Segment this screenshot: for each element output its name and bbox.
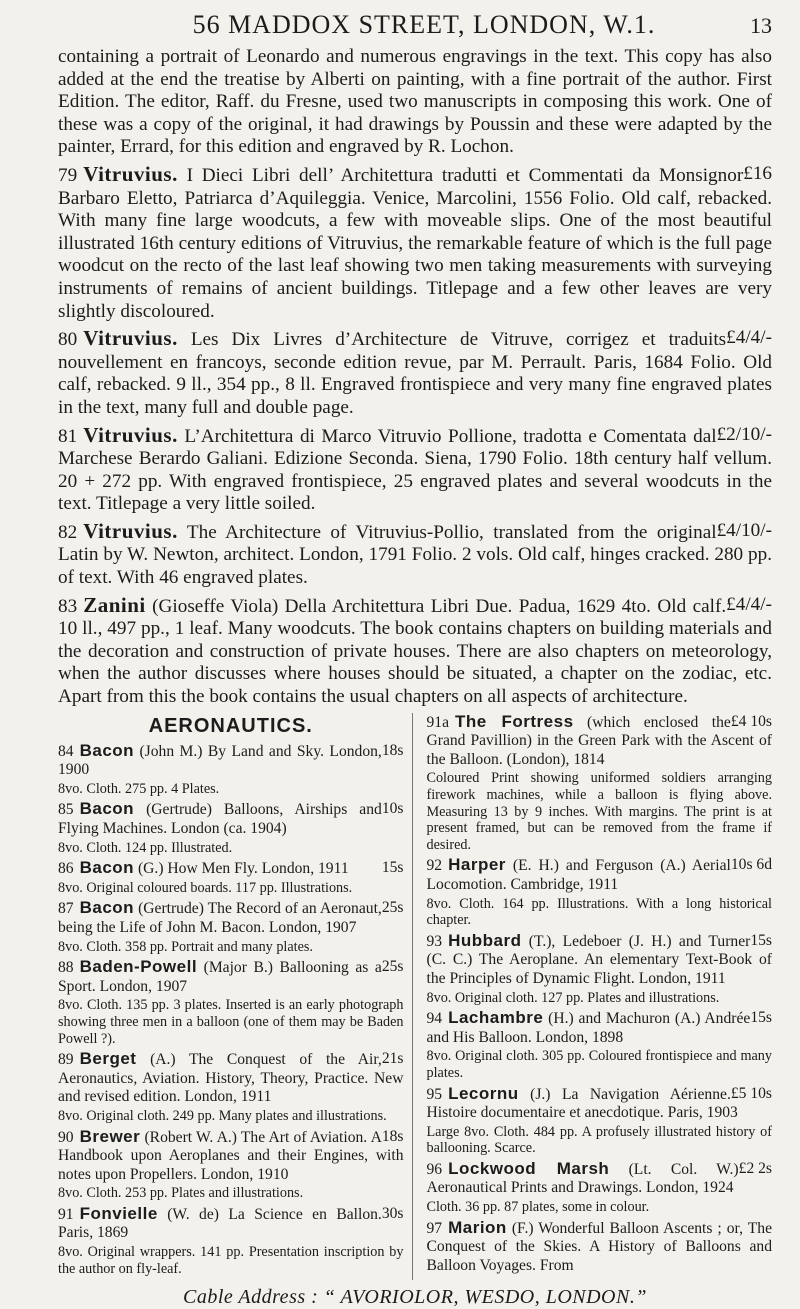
entry-description: 8vo. Original cloth. 249 pp. Many plates and illustrations.: [58, 1107, 387, 1124]
catalogue-entry: [427, 1219, 773, 1276]
entry-number: 81: [58, 425, 78, 447]
entry-author: Vitruvius.: [83, 422, 178, 447]
entry-author: Vitruvius.: [83, 518, 178, 543]
entry-text: (H.) and Machuron (A.) Andrée and His Balloon. London, 1898: [426, 1010, 751, 1046]
entry-author: Baden-Powell: [79, 957, 198, 977]
entry-number: 96: [426, 1160, 443, 1178]
entry-price: £4/4/-: [726, 327, 772, 349]
entry-author: Harper: [448, 855, 506, 875]
catalogue-entry: [58, 958, 404, 1047]
entry-author: Bacon: [79, 799, 135, 819]
entry-description: 8vo. Original cloth. 127 pp. Plates and illustrations.: [426, 989, 720, 1006]
entry-text: (W. de) La Science en Ballon. Paris, 1869: [58, 1205, 382, 1242]
entry-description: 8vo. Cloth. 275 pp. 4 Plates.: [58, 780, 220, 797]
entry-description: Cloth. 36 pp. 87 plates, some in colour.: [426, 1199, 650, 1216]
entry-text: I Dieci Libri dell’ Architettura tradutti et Commentati da Monsignor Barbaro Eletto, Patriarca d’Aquileggia. Venice, Marcolini, 1556 Folio. Old calf, rebacked. With many fine large woodcuts, a few with moveable slips. One of the most beautiful illustrated 16th century editions of Vitruvius, the remarkable feature of which is the full page woodcut on the recto of the last leaf showing two men taking measurements with surveying instruments of remains of ancient buildings. Titlepage and a few other leaves are very slightly discoloured.: [58, 164, 772, 322]
entry-description: 8vo. Original cloth. 305 pp. Coloured frontispiece and many plates.: [426, 1048, 772, 1081]
catalogue-entry: [58, 520, 772, 590]
entry-price: 10s: [381, 800, 404, 818]
catalogue-entry: [58, 1128, 404, 1202]
entry-price: 30s: [381, 1204, 404, 1222]
catalogue-entry: [427, 713, 773, 854]
entry-price: 15s: [750, 931, 772, 949]
entry-number: 89: [58, 1051, 74, 1069]
catalogue-entry: [427, 1160, 773, 1216]
entry-number: 80: [58, 329, 78, 351]
entry-author: Bacon: [79, 858, 135, 878]
catalogue-entry: [58, 1050, 404, 1124]
catalogue-entry: [58, 594, 772, 709]
entry-author: Lachambre: [448, 1008, 544, 1028]
entry-description: Large 8vo. Cloth. 484 pp. A profusely illustrated history of ballooning. Scarce.: [426, 1123, 772, 1157]
entry-description: 8vo. Original wrappers. 141 pp. Presentation inscription by the author on fly-leaf.: [58, 1244, 404, 1277]
entry-author: Fonvielle: [79, 1203, 158, 1223]
entry-price: £5 10s: [730, 1084, 772, 1102]
entry-author: Lockwood Marsh: [448, 1158, 610, 1178]
entry-number: 91a: [426, 713, 450, 731]
entry-description: Coloured Print showing uniformed soldiers arranging firework machines, while a balloon is flying above. Measuring 13 by 9 inches. With margins. The print is at present framed, but can be removed from the frame if desired.: [426, 770, 772, 853]
entry-text: (John M.) By Land and Sky. London, 1900: [58, 742, 382, 779]
entry-number: 94: [426, 1010, 443, 1028]
entry-price: 15s: [381, 859, 404, 877]
entry-price: £4/4/-: [726, 593, 772, 615]
entry-text: (Major B.) Ballooning as a Sport. London, 1907: [58, 959, 382, 995]
entry-text: L’Architettura di Marco Vitruvio Pollione, tradotta e Comentata dal Marchese Berardo Galiani. Edizione Seconda. Siena, 1790 Folio. 18th century half vellum. 20 + 272 pp. With engraved frontispiece, 25 engraved plates and several woodcuts in the text. Titlepage a very little soiled.: [58, 425, 772, 515]
page-number: 13: [750, 13, 772, 38]
catalogue-entry: [427, 1009, 773, 1081]
catalogue-entry: [58, 899, 404, 955]
section-heading: AERONAUTICS.: [148, 714, 313, 737]
entry-text: containing a portrait of Leonardo and numerous engravings in the text. This copy has also added at the end the treatise by Alberti on painting, with a fine portrait of the author. First Edition. The editor, Raff. du Fresne, used two manuscripts in composing this work. One of these was a copy of the original, it had drawings by Poussin and these were adapted by the painter, Errard, for this edition and engraved by R. Lochon.: [58, 46, 772, 158]
catalogue-entry: [427, 856, 773, 928]
catalogue-entry: [58, 424, 772, 516]
entry-author: Brewer: [79, 1126, 141, 1146]
entry-description: 8vo. Original coloured boards. 117 pp. Illustrations.: [58, 879, 353, 896]
catalogue-entry: [58, 163, 772, 323]
entry-number: 86: [58, 860, 74, 878]
entry-number: 93: [426, 932, 443, 950]
cable-address: Cable Address : “ AVORIOLOR, WESDO, LONDON.”: [183, 1286, 647, 1309]
entry-text: (Gertrude) The Record of an Aeronaut, being the Life of John M. Bacon. London, 1907: [58, 900, 382, 936]
entry-price: £2/10/-: [716, 423, 772, 445]
entry-text: (Lt. Col. W.) Aeronautical Prints and Drawings. London, 1924: [426, 1160, 739, 1197]
entry-number: 97: [426, 1219, 443, 1237]
entry-text: The Architecture of Vitruvius-Pollio, translated from the original Latin by W. Newton, architect. London, 1791 Folio. 2 vols. Old calf, hinges cracked. 280 pp. of text. With 46 engraved plates.: [58, 521, 772, 589]
catalogue-entry: [58, 46, 772, 159]
entry-author: The Fortress: [455, 711, 574, 731]
entry-author: Hubbard: [448, 930, 522, 950]
entry-number: 90: [58, 1128, 74, 1146]
catalogue-entry: [58, 742, 404, 798]
entry-text: (E. H.) and Ferguson (A.) Aerial Locomotion. Cambridge, 1911: [426, 857, 731, 893]
entry-text: (T.), Ledeboer (J. H.) and Turner (C. C.) The Aeroplane. An elementary Text-Book of the Principles of Dynamic Flight. London, 1911: [426, 932, 772, 987]
entry-author: Marion: [448, 1217, 507, 1237]
entry-number: 85: [58, 801, 74, 819]
left-column: [58, 713, 413, 1281]
entry-number: 82: [58, 521, 78, 543]
entry-description: 8vo. Cloth. 124 pp. Illustrated.: [58, 839, 233, 856]
entry-text: (Robert W. A.) The Art of Aviation. A Handbook upon Aeroplanes and their Engines, with notes upon Propellers. London, 1910: [58, 1128, 404, 1183]
entry-author: Bacon: [79, 898, 135, 918]
catalogue-entry: [58, 327, 772, 419]
entry-number: 84: [58, 742, 74, 760]
entry-author: Zanini: [83, 592, 146, 617]
aeronautics-columns: [58, 713, 772, 1281]
entry-price: 10s 6d: [730, 856, 772, 874]
entry-number: 88: [58, 959, 74, 977]
entry-price: 25s: [381, 899, 404, 917]
entry-author: Vitruvius.: [83, 326, 178, 351]
entry-price: 18s: [381, 741, 404, 759]
entry-price: £2 2s: [738, 1159, 772, 1177]
entry-text: (which enclosed the Grand Pavillion) in the Green Park with the Ascent of the Balloon. (London), 1814: [426, 713, 772, 768]
entry-price: £4/10/-: [716, 519, 772, 541]
catalogue-entry: [58, 1205, 404, 1277]
entry-author: Bacon: [79, 740, 135, 760]
entry-text: Les Dix Livres d’Architecture de Vitruve, corrigez et traduits nouvellement en francoys, seconde edition revue, par M. Perrault. Paris, 1684 Folio. Old calf, rebacked. 9 ll., 354 pp., 8 ll. Engraved frontispiece and very many fine engraved plates in the text, many full and double page.: [58, 329, 772, 418]
entry-author: Vitruvius.: [83, 161, 178, 186]
entry-price: £16: [743, 162, 772, 184]
entry-number: 91: [58, 1205, 74, 1223]
entry-text: (G.) How Men Fly. London, 1911: [137, 860, 349, 878]
catalogue-entry: [427, 932, 773, 1006]
entry-author: Lecornu: [448, 1083, 519, 1103]
entry-text: (Gioseffe Viola) Della Architettura Libri Due. Padua, 1629 4to. Old calf. 10 ll., 497 pp., 1 leaf. Many woodcuts. The book contains chapters on building materials and the decoration and construction of private houses. There are also chapters on meteorology, when the author discusses where houses should be situated, a chapter on the zodiac, etc. Apart from this the book contains the usual chapters on all aspects of architecture.: [58, 595, 772, 708]
entry-number: 83: [58, 595, 78, 617]
entry-price: 18s: [381, 1127, 404, 1145]
entry-price: 15s: [750, 1009, 772, 1027]
entry-number: 95: [426, 1085, 443, 1103]
right-column: [427, 713, 773, 1281]
catalogue-entry: [58, 800, 404, 856]
entry-price: 25s: [381, 958, 404, 976]
entry-description: 8vo. Cloth. 135 pp. 3 plates. Inserted is an early photograph showing three men in a balloon (one of them may be Baden Powell ?).: [58, 997, 404, 1047]
entry-price: £4 10s: [730, 712, 772, 730]
entry-text: (A.) The Conquest of the Air, Aeronautics, Aviation. History, Theory, Practice. New and revised edition. London, 1911: [58, 1051, 404, 1106]
entry-number: 87: [58, 900, 74, 918]
catalogue-entry: [58, 859, 404, 896]
page-header: [58, 10, 772, 40]
entry-number: 79: [58, 164, 78, 186]
entry-price: 21s: [381, 1050, 404, 1068]
entry-description: 8vo. Cloth. 253 pp. Plates and illustrations.: [58, 1185, 304, 1202]
header-title: 56 MADDOX STREET, LONDON, W.1.: [192, 10, 656, 39]
top-entries: [58, 46, 772, 709]
entry-description: 8vo. Cloth. 164 pp. Illustrations. With a long historical chapter.: [426, 895, 772, 929]
entry-text: (F.) Wonderful Balloon Ascents ; or, The Conquest of the Skies. A History of Balloons and Balloon Voyages. From: [426, 1219, 772, 1274]
entry-number: 92: [426, 857, 443, 875]
entry-author: Berget: [79, 1049, 137, 1069]
entry-text: (Gertrude) Balloons, Airships and Flying Machines. London (ca. 1904): [58, 801, 382, 837]
entry-description: 8vo. Cloth. 358 pp. Portrait and many plates.: [58, 938, 313, 955]
catalogue-entry: [427, 1085, 773, 1157]
entry-text: (J.) La Navigation Aérienne. Histoire documentaire et anecdotique. Paris, 1903: [426, 1085, 738, 1122]
